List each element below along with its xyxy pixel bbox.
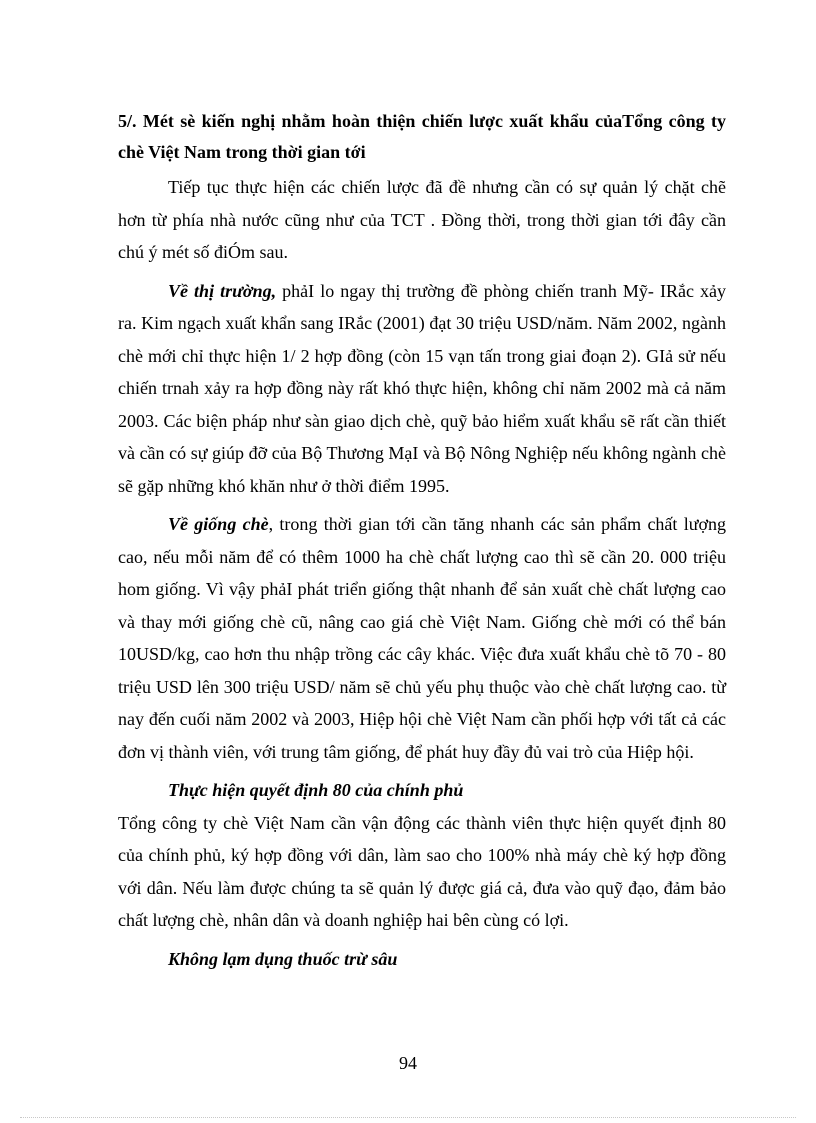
- seeds-paragraph: [118, 508, 726, 768]
- intro-paragraph: Tiếp tục thực hiện các chiến lược đã đề nhưng cần có sự quản lý chặt chẽ hơn từ phía nhà nước cũng như của TCT . Đồng thời, trong thời gian tới đây cần chú ý mét số điÓm sau.: [118, 177, 726, 262]
- pesticide-subheading: Không lạm dụng thuốc trừ sâu: [168, 948, 398, 969]
- decision-subheading: Thực hiện quyết định 80 của chính phủ: [168, 780, 464, 800]
- market-text: phảI lo ngay thị trường đề phòng chiến tranh Mỹ- IRắc xảy ra. Kim ngạch xuất khẩn sang IRắc (2001) đạt 30 triệu USD/năm. Năm 2002, ngành chè mới chỉ thực hiện 1/ 2 hợp đồng (còn 15 vạn tấn trong giai đoạn 2). GIả sử nếu chiến trnah xảy ra hợp đồng này rất khó thực hiện, không chỉ năm 2002 mà cả năm 2003. Các biện pháp như sàn giao dịch chè, quỹ bảo hiểm xuất khẩu sẽ rất cần thiết và cần có sự giúp đỡ của Bộ Thương MạI và Bộ Nông Nghiệp nếu không ngành chè sẽ gặp những khó khăn như ở thời điểm 1995.: [118, 280, 726, 496]
- page-content: [118, 106, 726, 975]
- seeds-text: , trong thời gian tới cần tăng nhanh các sản phẩm chất lượng cao, nếu mỗi năm để có thêm 1000 ha chè chất lượng cao thì sẽ cần 20. 000 triệu hom giống. Vì vậy phảI phát triển giống thật nhanh để sản xuất chè chất lượng cao và thay mới giống chè cũ, nâng cao giá chè Việt Nam. Giống chè mới có thể bán 10USD/kg, cao hơn thu nhập trồng các cây khác. Việc đưa xuất khẩu chè tõ 70 - 80 triệu USD lên 300 triệu USD/ năm sẽ chủ yếu phụ thuộc vào chè chất lượng cao. từ nay đến cuối năm 2002 và 2003, Hiệp hội chè Việt Nam cần phối hợp với tất cả các đơn vị thành viên, với trung tâm giống, để phát huy đầy đủ vai trò của Hiệp hội.: [118, 514, 726, 762]
- seeds-lead: Về giống chè: [168, 514, 269, 534]
- market-lead: Về thị trường,: [168, 280, 277, 301]
- decision-paragraph: Tổng công ty chè Việt Nam cần vận động các thành viên thực hiện quyết định 80 của chính phủ, ký hợp đồng với dân, làm sao cho 100% nhà máy chè ký hợp đồng với dân. Nếu làm được chúng ta sẽ quản lý được giá cả, đưa vào quỹ đạo, đảm bảo chất lượng chè, nhân dân và doanh nghiệp hai bên cùng có lợi.: [118, 812, 726, 930]
- page-number: 94: [399, 1053, 417, 1073]
- page-bottom-rule: [20, 1117, 796, 1118]
- market-paragraph: [118, 275, 726, 503]
- section-heading: 5/. Mét sè kiến nghị nhằm hoàn thiện chiến lược xuất khẩu củaTổng công ty chè Việt Nam trong thời gian tới: [118, 111, 726, 162]
